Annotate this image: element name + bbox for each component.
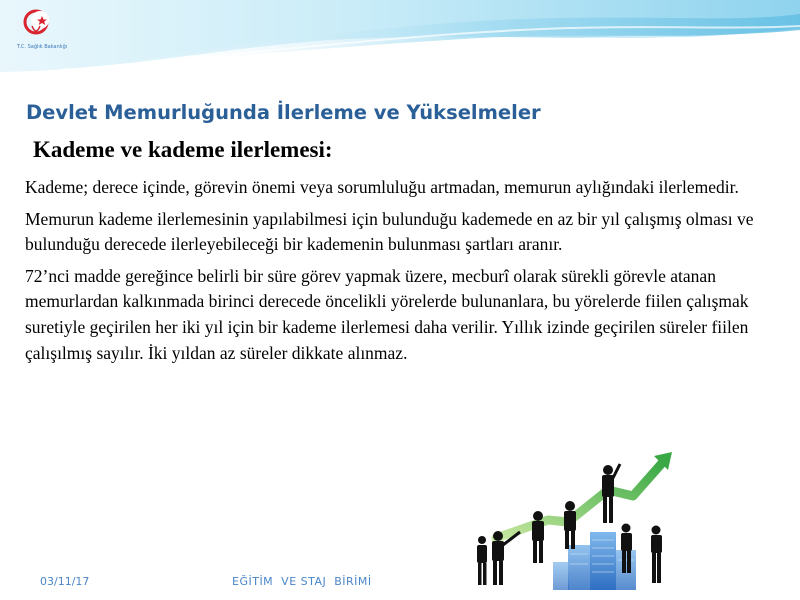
body-text xyxy=(25,175,765,372)
paragraph-article-72: 72’nci madde gereğince belirli bir süre görev yapmak üzere, mecburî olarak sürekli görevle atanan memurlardan kalkınmada birinci derecede öncelikli yörelerde bulunanlara, bu yörelerde fiilen çalışmak suretiyle geçirilen her iki yıl için bir kademe ilerlemesi daha verilir. Yıllık izinde geçirilen süreler fiilen çalışılmış sayılır. İki yıldan az süreler dikkate alınmaz. xyxy=(25,265,749,363)
footer-unit-name: EĞİTİM VE STAJ BİRİMİ xyxy=(232,575,372,588)
slide-title: Devlet Memurluğunda İlerleme ve Yükselmeler xyxy=(26,101,541,124)
ministry-logo xyxy=(6,4,76,70)
paragraph-kademe-definition: Kademe; derece içinde, görevin önemi veya sorumluluğu artmadan, memurun aylığındaki ilerlemedir. xyxy=(25,177,739,197)
section-heading: Kademe ve kademe ilerlemesi: xyxy=(33,137,333,162)
paragraph-kademe-conditions: Memurun kademe ilerlemesinin yapılabilmesi için bulunduğu kademede en az bir yıl çalışmış olması ve bulunduğu derecede ilerleyebileceği bir kademenin bulunması şartları aranır. xyxy=(25,208,754,255)
footer-date: 03/11/17 xyxy=(40,575,90,588)
logo-caption: T.C. Sağlık Bakanlığı xyxy=(16,44,68,50)
header-wave-decoration xyxy=(0,0,800,90)
business-growth-illustration xyxy=(458,450,708,590)
